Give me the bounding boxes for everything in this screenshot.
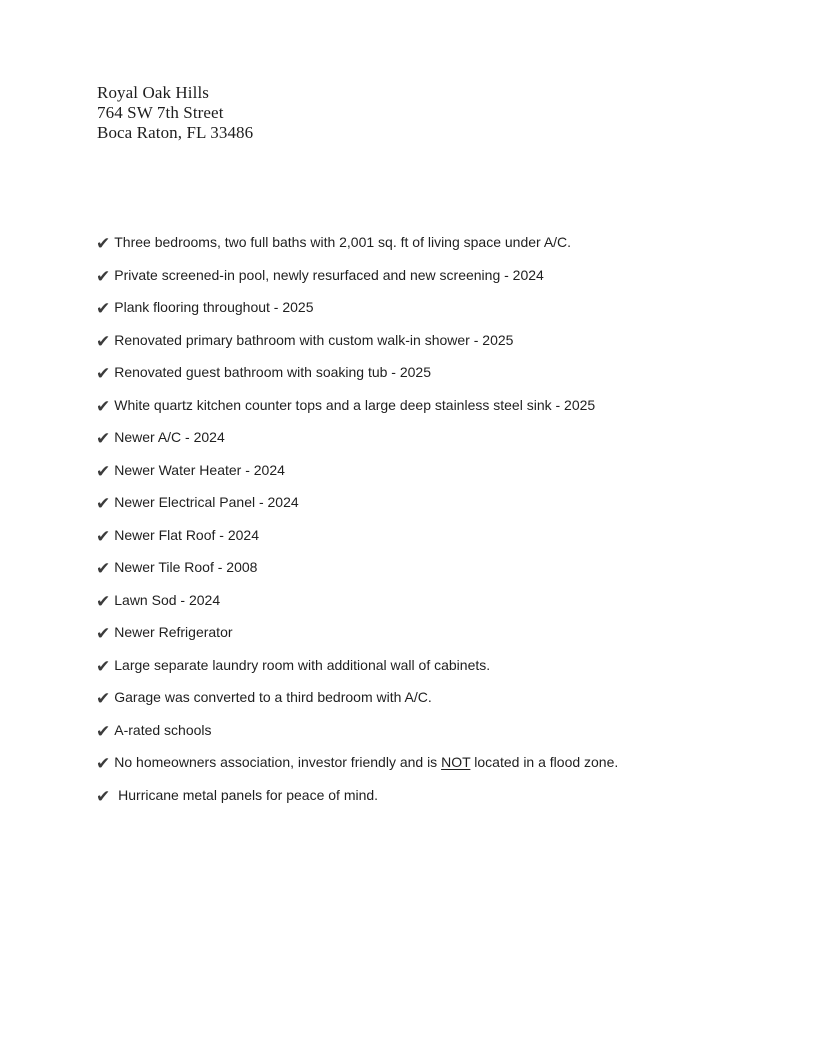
checklist-item-text: Newer Flat Roof - 2024 [114,526,259,543]
check-icon: ✔ [96,689,111,708]
check-icon: ✔ [96,754,111,773]
checklist-item [96,786,768,806]
checklist-item [96,623,768,643]
check-icon: ✔ [96,721,111,741]
checklist-item [96,266,768,286]
checklist-item [96,721,768,741]
checklist-item [96,591,768,611]
check-icon: ✔ [96,591,111,611]
checklist-item [96,753,768,773]
checklist-item [96,428,768,448]
check-icon: ✔ [96,494,111,513]
property-name: Royal Oak Hills [97,83,209,102]
checklist-item-text: Newer Water Heater - 2024 [114,461,285,478]
checklist-item [96,298,768,318]
feature-checklist [96,233,768,818]
checklist-item-text: Renovated guest bathroom with soaking tub - 2025 [114,364,432,380]
checklist-item-text: Newer A/C - 2024 [114,429,225,445]
checklist-item-text: Large separate laundry room with additional wall of cabinets. [114,656,491,673]
check-icon: ✔ [96,526,111,546]
checklist-item [96,461,768,481]
checklist-item-text: A-rated schools [114,721,212,738]
check-icon: ✔ [96,396,111,416]
check-icon: ✔ [96,234,111,253]
checklist-item-text: Newer Electrical Panel - 2024 [114,494,299,510]
checklist-item [96,493,768,513]
check-icon: ✔ [96,429,111,448]
checklist-item [96,363,768,383]
check-icon: ✔ [96,331,111,351]
checklist-item-text: Private screened-in pool, newly resurfaced and new screening - 2024 [114,266,544,283]
property-address-block [97,83,253,143]
checklist-item-text: Newer Tile Roof - 2008 [114,559,258,575]
checklist-item [96,396,768,416]
checklist-item [96,233,768,253]
check-icon: ✔ [96,559,111,578]
check-icon: ✔ [96,364,111,383]
checklist-item-text: Newer Refrigerator [114,624,233,640]
checklist-item-text: Hurricane metal panels for peace of mind. [114,786,379,803]
city-state-zip: Boca Raton, FL 33486 [97,123,254,142]
street-address: 764 SW 7th Street [97,103,224,122]
checklist-item [96,688,768,708]
check-icon: ✔ [96,786,111,806]
checklist-item-text: Garage was converted to a third bedroom with A/C. [114,689,432,705]
checklist-item-text: Three bedrooms, two full baths with 2,001 sq. ft of living space under A/C. [114,234,572,250]
check-icon: ✔ [96,299,111,318]
checklist-item [96,558,768,578]
checklist-item-text: Renovated primary bathroom with custom walk-in shower - 2025 [114,331,514,348]
checklist-item-text: Lawn Sod - 2024 [114,591,221,608]
checklist-item-text: Plank flooring throughout - 2025 [114,299,314,315]
check-icon: ✔ [96,624,111,643]
checklist-item [96,656,768,676]
checklist-item-text: White quartz kitchen counter tops and a large deep stainless steel sink - 2025 [114,396,596,413]
checklist-item [96,331,768,351]
check-icon: ✔ [96,461,111,481]
checklist-item [96,526,768,546]
checklist-item-text: No homeowners association, investor friendly and is NOT located in a flood zone. [114,754,619,770]
check-icon: ✔ [96,266,111,286]
check-icon: ✔ [96,656,111,676]
